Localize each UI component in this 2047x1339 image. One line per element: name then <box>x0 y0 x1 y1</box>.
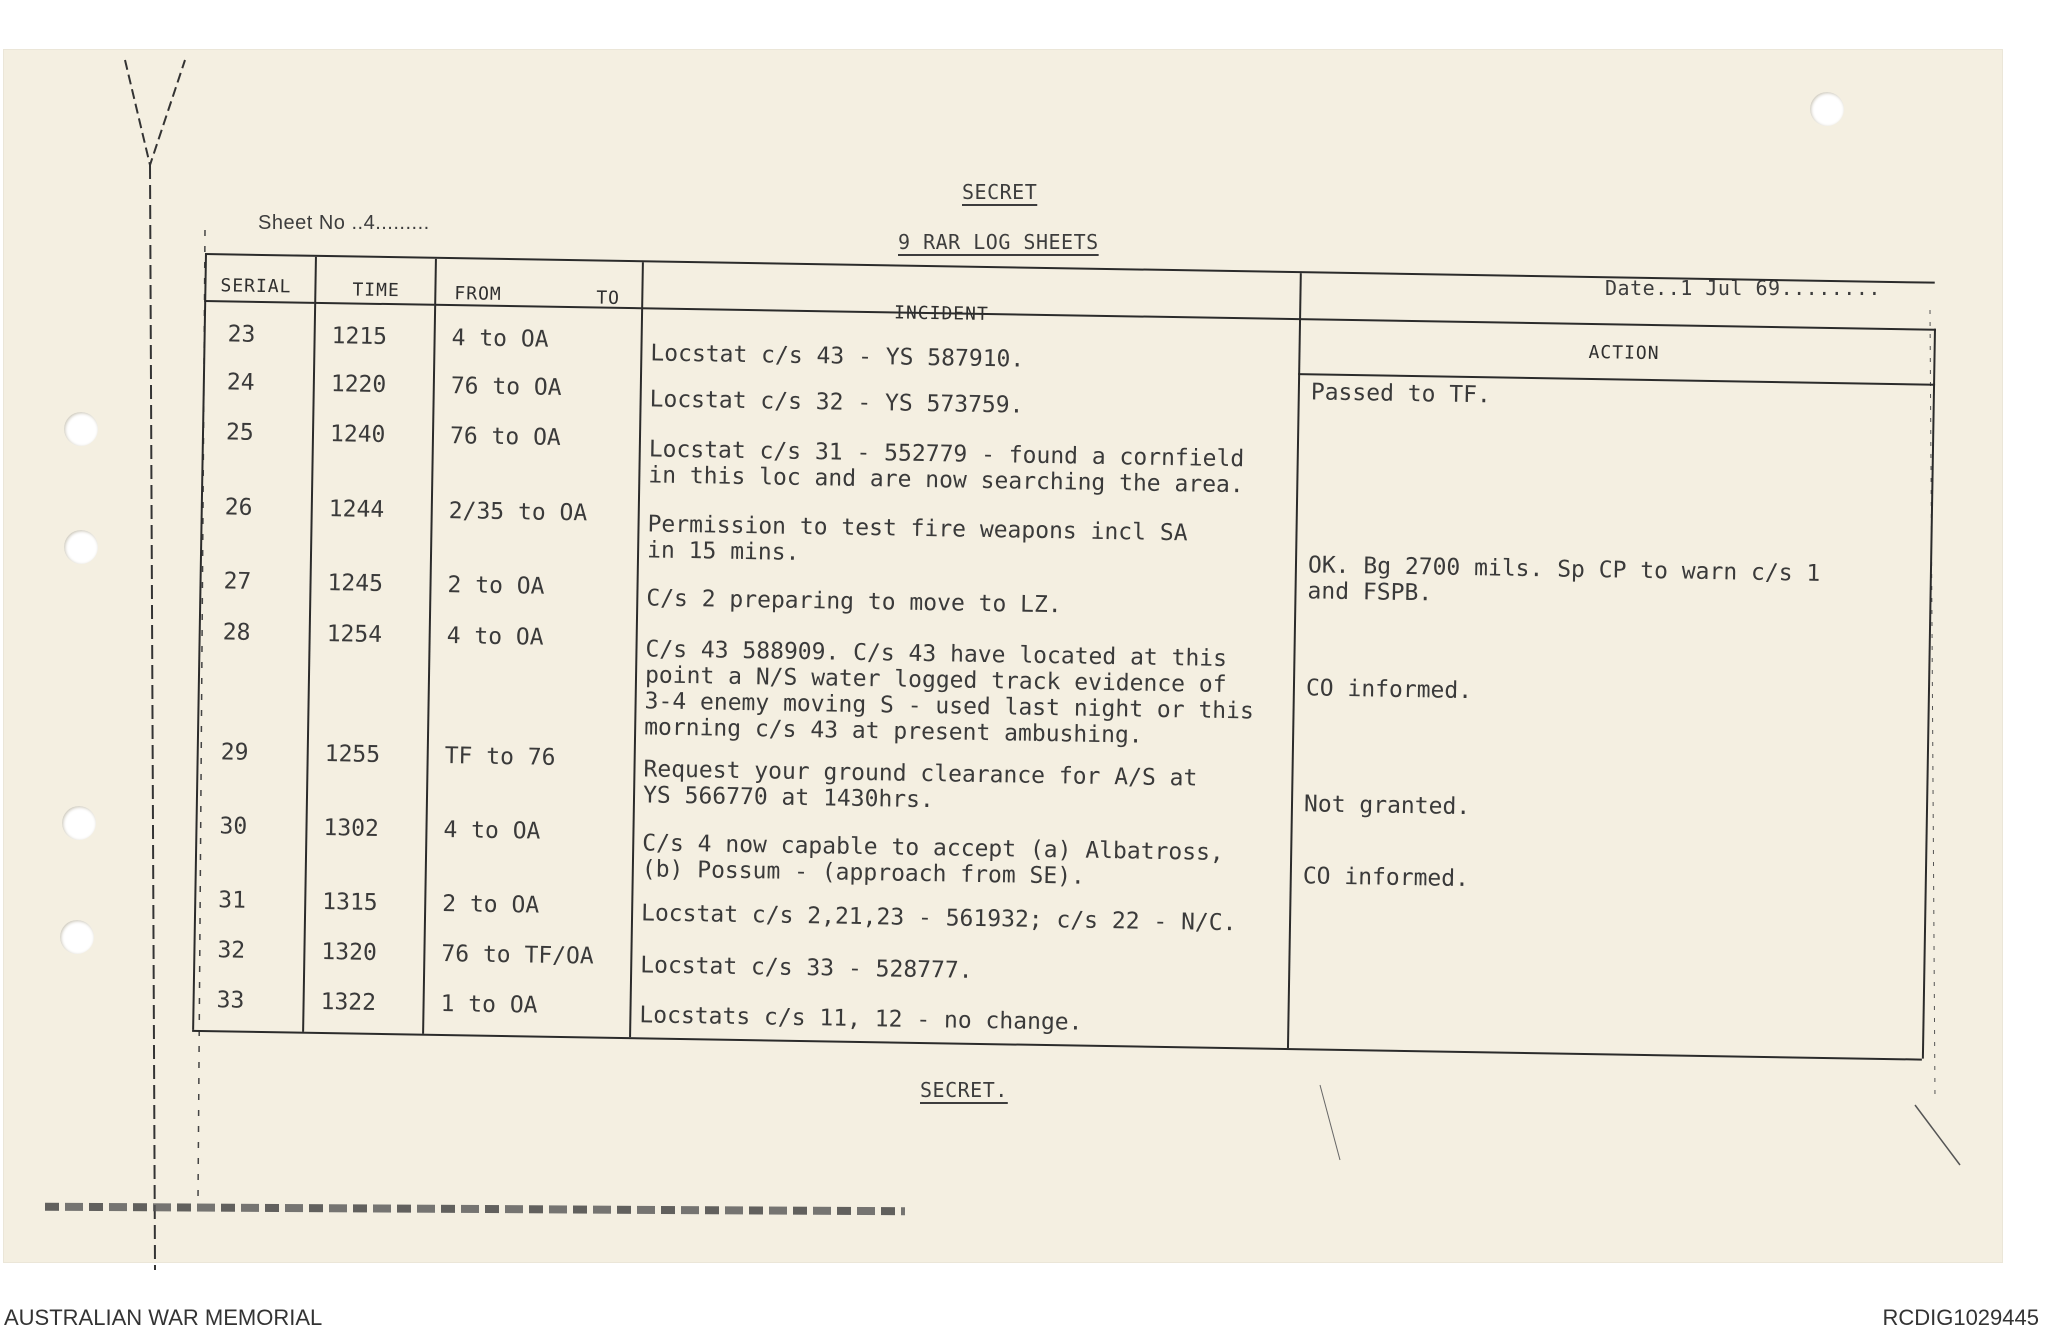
incident-cell: Request your ground clearance for A/S at YS 566770 at 1430hrs. <box>642 756 1198 814</box>
time-cell: 1322 <box>320 989 377 1016</box>
log-table <box>192 253 1935 1061</box>
table-row <box>199 619 1929 749</box>
incident-cell: C/s 4 now capable to accept (a) Albatross, (b) Possum - (approach from SE). <box>641 830 1225 890</box>
action-cell <box>1310 437 1910 447</box>
action-cell <box>1301 1005 1901 1015</box>
serial-cell: 28 <box>222 619 251 646</box>
col-header-action: ACTION <box>1588 341 1660 365</box>
table-row <box>194 937 1924 984</box>
action-cell: OK. Bg 2700 mils. Sp CP to warn c/s 1 and FSPB. <box>1307 552 1821 607</box>
incident-cell: Locstat c/s 32 - YS 573759. <box>649 386 1024 419</box>
incident-cell: C/s 2 preparing to move to LZ. <box>646 585 1062 619</box>
from-to-cell: 2/35 to OA <box>448 498 588 527</box>
time-cell: 1220 <box>330 371 387 399</box>
serial-cell: 26 <box>224 494 253 521</box>
document-title: 9 RAR LOG SHEETS <box>898 230 1099 254</box>
from-to-cell: 4 to OA <box>443 817 541 845</box>
incident-cell: Locstats c/s 11, 12 - no change. <box>639 1002 1083 1036</box>
col-header-incident: INCIDENT <box>893 302 989 326</box>
time-cell: 1215 <box>331 323 388 351</box>
sheet-number <box>258 212 430 235</box>
action-cell: CO informed. <box>1302 863 1470 893</box>
action-cell: Not granted. <box>1303 791 1471 821</box>
from-to-cell: 2 to OA <box>442 891 540 919</box>
date-label: Date.. <box>1605 276 1681 300</box>
serial-cell: 29 <box>220 739 249 766</box>
incident-cell: Locstat c/s 43 - YS 587910. <box>650 340 1025 373</box>
incident-cell: C/s 43 588909. C/s 43 have located at this point a N/S water logged track evidence of 3-4 enemy moving S - used last night or this morning c/s 43 at present ambushing. <box>643 636 1255 749</box>
serial-cell: 27 <box>223 568 252 595</box>
date-value: 1 Jul 69........ <box>1680 276 1881 300</box>
time-cell: 1254 <box>326 621 383 648</box>
from-to-cell: 76 to TF/OA <box>441 941 594 970</box>
incident-cell: Permission to test fire weapons incl SA in 15 mins. <box>646 511 1188 566</box>
time-cell: 1315 <box>322 889 378 916</box>
from-to-cell: 4 to OA <box>451 325 549 353</box>
sheet-value: ..4......... <box>351 212 430 234</box>
col-header-from: FROM <box>454 283 502 305</box>
from-to-cell: TF to 76 <box>444 743 556 771</box>
time-cell: 1320 <box>321 939 378 966</box>
footer-right: RCDIG1029445 <box>1882 1305 2039 1330</box>
classification-top: SECRET <box>962 180 1038 204</box>
action-cell <box>1302 905 1902 915</box>
col-header-time: TIME <box>352 279 400 302</box>
incident-cell: Locstat c/s 2,21,23 - 561932; c/s 22 - N/C. <box>640 900 1237 937</box>
col-header-to: TO <box>596 287 621 309</box>
incident-cell: Locstat c/s 31 - 552779 - found a cornfield in this loc and are now searching the area. <box>648 436 1245 499</box>
serial-cell: 23 <box>227 321 256 348</box>
col-header-serial: SERIAL <box>220 275 292 298</box>
time-cell: 1302 <box>323 815 380 842</box>
serial-cell: 32 <box>217 937 246 964</box>
time-cell: 1245 <box>327 570 384 597</box>
serial-cell: 25 <box>225 419 254 446</box>
serial-cell: 31 <box>218 887 247 914</box>
time-cell: 1255 <box>324 741 381 768</box>
action-cell: Passed to TF. <box>1310 379 1492 409</box>
action-cell: CO informed. <box>1305 675 1473 705</box>
serial-cell: 30 <box>219 813 248 840</box>
table-row <box>193 987 1923 1036</box>
footer-left: AUSTRALIAN WAR MEMORIAL <box>4 1305 323 1330</box>
from-to-cell: 76 to OA <box>450 373 562 401</box>
time-cell: 1240 <box>329 421 386 449</box>
from-to-cell: 2 to OA <box>447 572 545 600</box>
serial-cell: 24 <box>226 369 255 396</box>
table-row <box>202 419 1932 499</box>
sheet-label: Sheet No <box>258 212 346 234</box>
classification-bottom: SECRET. <box>920 1078 1008 1102</box>
incident-cell: Locstat c/s 33 - 528777. <box>640 952 973 984</box>
from-to-cell: 1 to OA <box>440 991 538 1019</box>
from-to-cell: 4 to OA <box>446 623 544 651</box>
action-cell <box>1302 955 1902 965</box>
from-to-cell: 76 to OA <box>449 423 561 451</box>
time-cell: 1244 <box>328 496 385 524</box>
serial-cell: 33 <box>216 987 245 1014</box>
